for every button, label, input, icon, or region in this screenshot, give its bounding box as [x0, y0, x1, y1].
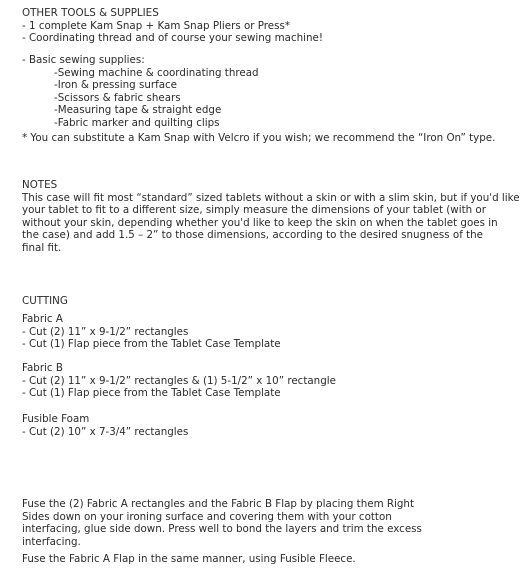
notes-line: your tablet to fit to a different size, simply measure the dimensions of your tablet (with or: [22, 204, 486, 217]
cutting-item: - Cut (2) 11” x 9-1/2” rectangles: [22, 325, 189, 338]
basic-supply-item: -Fabric marker and quilting clips: [54, 116, 220, 129]
fuse-line: interfacing.: [22, 535, 81, 548]
cutting-item: - Cut (1) Flap piece from the Tablet Case Template: [22, 338, 281, 351]
basic-supply-item: -Measuring tape & straight edge: [54, 104, 222, 117]
cutting-group-name: Fabric A: [22, 313, 63, 325]
cutting-item: - Cut (1) Flap piece from the Tablet Case Template: [22, 387, 281, 400]
tools-item: - Coordinating thread and of course your sewing machine!: [22, 32, 323, 45]
tools-heading: OTHER TOOLS & SUPPLIES: [22, 7, 159, 19]
notes-line: This case will fit most “standard” sized tablets without a skin or with a slim skin, but if you'd like: [22, 191, 520, 204]
basic-supply-item: -Sewing machine & coordinating thread: [54, 66, 259, 79]
tools-footnote: * You can substitute a Kam Snap with Velcro if you wish; we recommend the “Iron On” type.: [22, 131, 496, 144]
basic-supply-item: -Iron & pressing surface: [54, 79, 178, 92]
cutting-item: - Cut (2) 10” x 7-3/4” rectangles: [22, 425, 189, 438]
fuse-line: interfacing, glue side down. Press well to bond the layers and trim the excess: [22, 523, 422, 536]
basic-supplies-section: [22, 54, 512, 144]
basic-supplies-label: - Basic sewing supplies:: [22, 54, 145, 66]
fuse-last-line: Fuse the Fabric A Flap in the same manner, using Fusible Fleece.: [22, 553, 356, 566]
tools-section: [22, 7, 512, 45]
notes-section: [22, 179, 520, 255]
tools-item: - 1 complete Kam Snap + Kam Snap Pliers or Press*: [22, 19, 291, 32]
cutting-item: - Cut (2) 11” x 9-1/2” rectangles & (1) 5-1/2” x 10” rectangle: [22, 374, 336, 387]
notes-line: the case) and add 1.5 – 2” to those dimensions, according to the desired snugness of the: [22, 229, 484, 242]
cutting-group-name: Fusible Foam: [22, 413, 90, 425]
cutting-section: [22, 295, 512, 308]
fuse-section: [22, 498, 512, 566]
cutting-heading: CUTTING: [22, 295, 68, 307]
notes-line: final fit.: [22, 241, 62, 254]
cutting-group-name: Fabric B: [22, 362, 63, 374]
notes-heading: NOTES: [22, 179, 58, 191]
cutting-group-fusible-foam: [22, 413, 512, 438]
notes-line: without your skin, depending whether you'd like to keep the skin on when the tablet goes in: [22, 216, 498, 229]
cutting-group-fabric-a: [22, 313, 512, 351]
fuse-line: Sides down on your ironing surface and covering them with your cotton: [22, 510, 392, 523]
fuse-line: Fuse the (2) Fabric A rectangles and the Fabric B Flap by placing them Right: [22, 498, 414, 510]
basic-supply-item: -Scissors & fabric shears: [54, 91, 181, 104]
cutting-group-fabric-b: [22, 362, 512, 400]
